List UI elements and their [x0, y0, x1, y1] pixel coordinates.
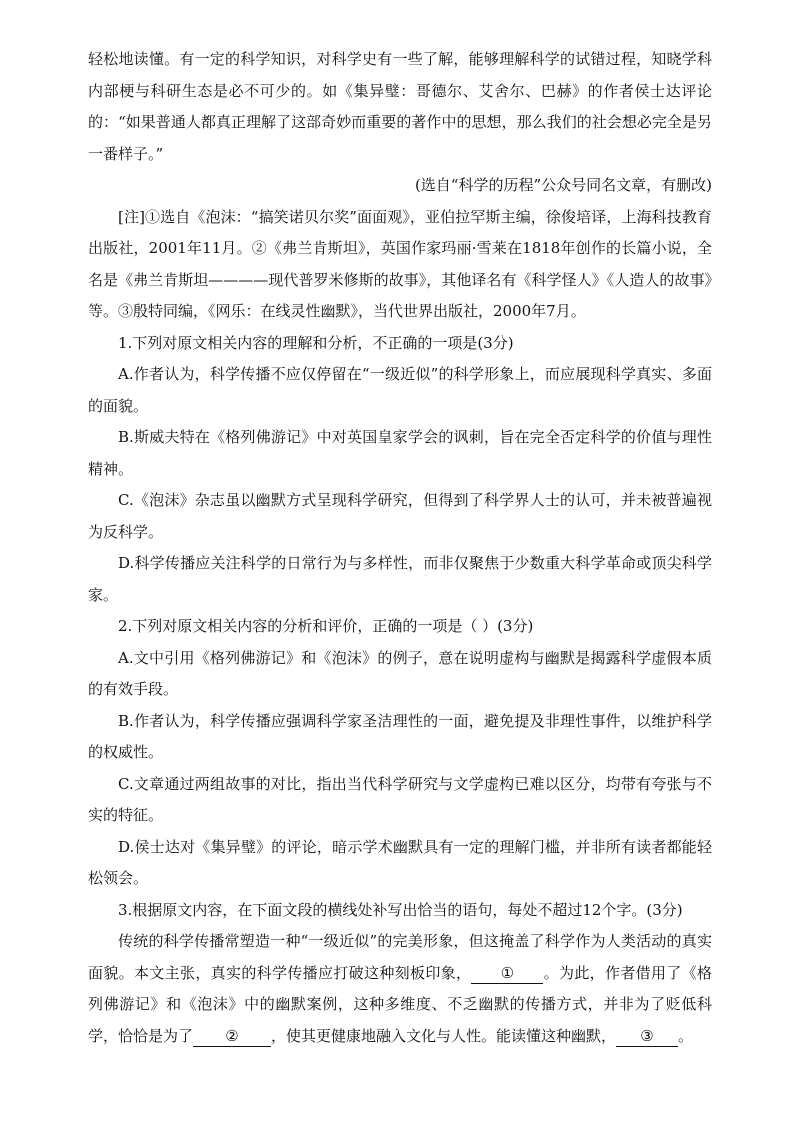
- fill-text-part-4: 。: [678, 1026, 694, 1045]
- fill-text-part-1: 传统的科学传播常塑造一种“一级近似”的完美形象，但这掩盖了科学作为人类活动的真实面貌。本文主张，真实的科学传播应打破这种刻板印象，: [88, 932, 712, 982]
- fill-blank-2: ②: [193, 1026, 271, 1047]
- passage-paragraph-end: 轻松地读懂。有一定的科学知识，对科学史有一些了解，能够理解科学的试错过程，知晓学科内部梗与科研生态是必不可少的。如《集异璧：哥德尔、艾舍尔、巴赫》的作者侯士达评论的：“如果普通人都真正理解了这部奇妙而重要的著作中的思想，那么我们的社会想必完全是另一番样子。”: [88, 50, 712, 163]
- question-1-option-d: D.科学传播应关注科学的日常行为与多样性，而非仅聚焦于少数重大科学革命或顶尖科学家。: [88, 554, 712, 604]
- fill-blank-1: ①: [471, 963, 543, 984]
- question-2-stem: 2.下列对原文相关内容的分析和评价，正确的一项是（ ）(3分): [118, 617, 534, 635]
- fill-text-part-3: ，使其更健康地融入文化与人性。能读懂这种幽默，: [271, 1026, 617, 1045]
- fill-blank-3: ③: [616, 1026, 678, 1047]
- question-1-stem: 1.下列对原文相关内容的理解和分析，不正确的一项是(3分): [118, 333, 514, 352]
- question-2-option-a: A.文中引用《格列佛游记》和《泡沫》的例子，意在说明虚构与幽默是揭露科学虚假本质的有效手段。: [88, 648, 712, 698]
- document-page: [88, 44, 712, 1052]
- question-2-option-b: B.作者认为，科学传播应强调科学家圣洁理性的一面，避免提及非理性事件，以维护科学的权威性。: [88, 711, 712, 761]
- question-3-stem: 3.根据原文内容，在下面文段的横线处补写出恰当的语句，每处不超过12个字。(3分): [118, 900, 683, 919]
- question-1-option-b: B.斯威夫特在《格列佛游记》中对英国皇家学会的讽刺，旨在完全否定科学的价值与理性精神。: [88, 428, 712, 478]
- passage-notes: [注]①选自《泡沫：“搞笑诺贝尔奖”面面观》，亚伯拉罕斯主编，徐俊培译，上海科技教育出版社，2001年11月。②《弗兰肯斯坦》，英国作家玛丽·雪莱在1818年创作的长篇小说，全名是《弗兰肯斯坦————现代普罗米修斯的故事》，其他译名有《科学怪人》《人造人的故事》等。③殷特同编，《网乐：在线灵性幽默》，当代世界出版社，2000年7月。: [88, 207, 712, 320]
- question-2-option-d: D.侯士达对《集异璧》的评论，暗示学术幽默具有一定的理解门槛，并非所有读者都能轻松领会。: [88, 837, 712, 887]
- question-1-option-c: C.《泡沫》杂志虽以幽默方式呈现科学研究，但得到了科学界人士的认可，并未被普遍视为反科学。: [88, 491, 712, 541]
- question-2-option-c: C.文章通过两组故事的对比，指出当代科学研究与文学虚构已难以区分，均带有夸张与不实的特征。: [88, 774, 712, 824]
- question-1-option-a: A.作者认为，科学传播不应仅停留在“一级近似”的科学形象上，而应展现科学真实、多面的面貌。: [88, 365, 712, 415]
- passage-source: (选自“科学的历程”公众号同名文章，有删改): [414, 176, 712, 194]
- question-3-fill-paragraph: [88, 926, 712, 1052]
- fill-text-part-2: 。为此，作者借用了《格列佛游记》和《泡沫》中的幽默案例，这种多维度、不乏幽默的传播方式，并非为了贬低科学，恰恰是为了: [88, 963, 712, 1045]
